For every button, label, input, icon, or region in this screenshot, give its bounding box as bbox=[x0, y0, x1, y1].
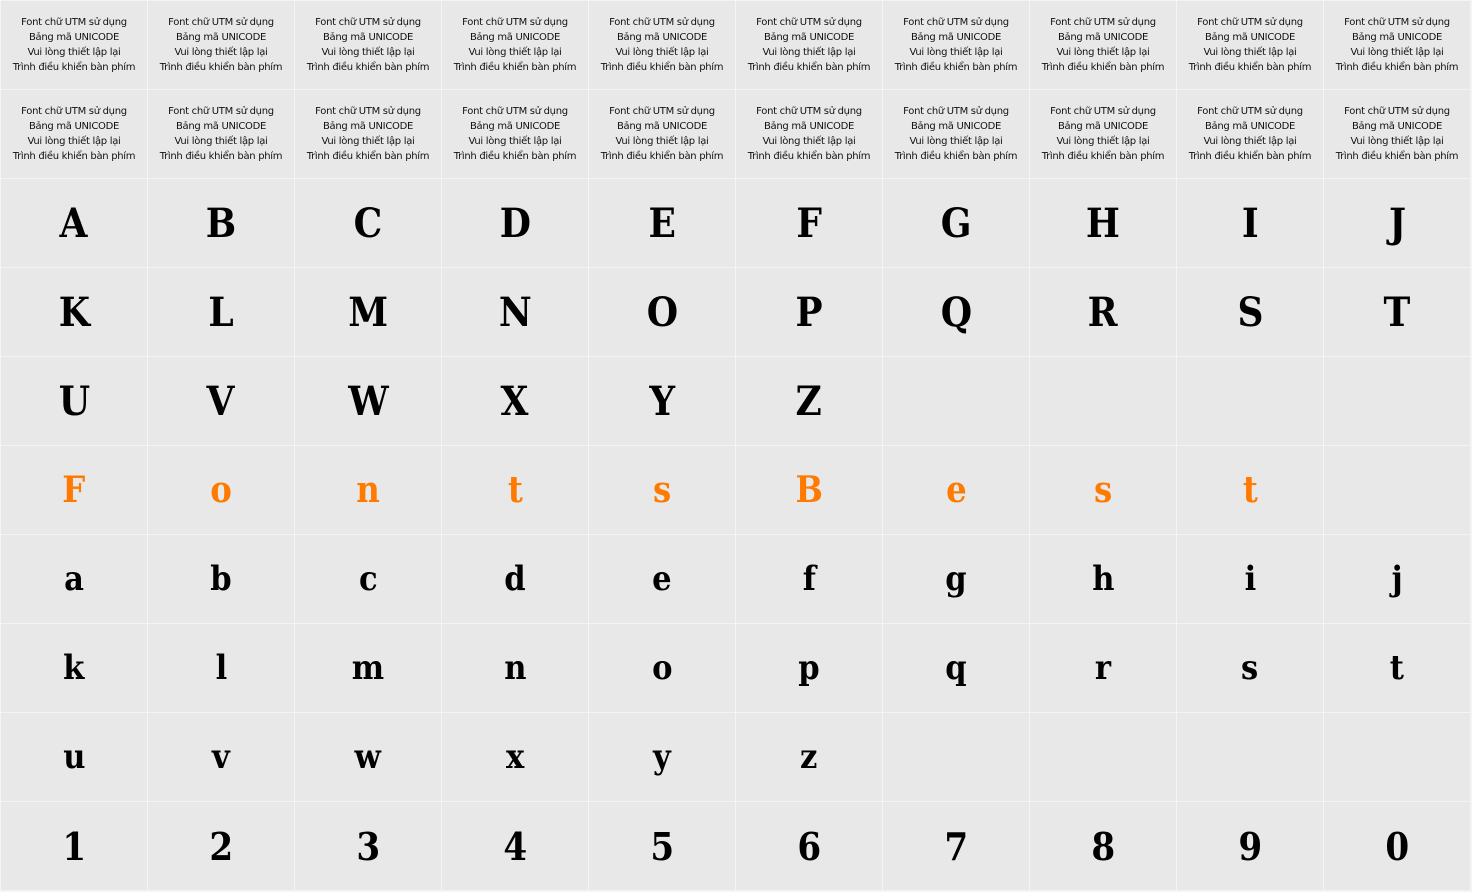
font-notice-line: Bảng mã UNICODE bbox=[1057, 32, 1149, 43]
glyph-lower: o bbox=[651, 648, 673, 688]
font-notice-line: Font chữ UTM sử dụng bbox=[609, 17, 715, 28]
font-notice-line: Trình điều khiển bàn phím bbox=[306, 151, 430, 162]
glyph-cell bbox=[1324, 268, 1471, 357]
glyph-cell bbox=[1177, 179, 1324, 268]
glyph-upper: U bbox=[58, 377, 90, 425]
glyph-cell bbox=[295, 713, 442, 802]
glyph-cell bbox=[148, 268, 295, 357]
glyph-accent: t bbox=[1242, 469, 1258, 511]
glyph-cell bbox=[736, 446, 883, 535]
glyph-cell bbox=[1030, 713, 1177, 802]
glyph-cell bbox=[1, 357, 148, 446]
font-notice-line: Trình điều khiển bàn phím bbox=[1335, 151, 1459, 162]
glyph-accent: o bbox=[210, 469, 232, 511]
font-notice-line: Trình điều khiển bàn phím bbox=[12, 62, 136, 73]
font-notice-line: Font chữ UTM sử dụng bbox=[756, 106, 862, 117]
font-notice-line: Font chữ UTM sử dụng bbox=[1197, 17, 1303, 28]
font-notice-line: Bảng mã UNICODE bbox=[1204, 121, 1296, 132]
glyph-cell bbox=[589, 179, 736, 268]
glyph-cell bbox=[295, 535, 442, 624]
font-notice-line: Font chữ UTM sử dụng bbox=[21, 106, 127, 117]
font-notice-line: Vui lòng thiết lập lại bbox=[174, 136, 268, 147]
glyph-cell bbox=[883, 535, 1030, 624]
glyph-cell bbox=[1, 268, 148, 357]
font-notice-line: Bảng mã UNICODE bbox=[175, 32, 267, 43]
glyph-upper: W bbox=[347, 377, 389, 425]
glyph-cell bbox=[883, 446, 1030, 535]
glyph-cell bbox=[442, 357, 589, 446]
glyph-cell bbox=[148, 624, 295, 713]
font-notice-line: Bảng mã UNICODE bbox=[175, 121, 267, 132]
font-notice-cell bbox=[442, 1, 589, 90]
font-notice-line: Vui lòng thiết lập lại bbox=[1056, 136, 1150, 147]
glyph-cell bbox=[442, 802, 589, 891]
font-notice-line: Font chữ UTM sử dụng bbox=[168, 17, 274, 28]
glyph-upper: X bbox=[501, 377, 529, 425]
glyph-cell bbox=[883, 357, 1030, 446]
glyph-cell bbox=[1324, 535, 1471, 624]
font-notice-cell bbox=[148, 90, 295, 179]
font-notice-cell bbox=[589, 1, 736, 90]
font-notice-line: Trình điều khiển bàn phím bbox=[453, 151, 577, 162]
glyph-upper: D bbox=[499, 199, 531, 247]
glyph-lower: l bbox=[215, 648, 227, 688]
glyph-cell bbox=[1177, 446, 1324, 535]
glyph-cell bbox=[148, 179, 295, 268]
glyph-lower: a bbox=[64, 559, 84, 599]
font-notice-line: Bảng mã UNICODE bbox=[1057, 121, 1149, 132]
glyph-cell bbox=[1030, 624, 1177, 713]
glyph-cell bbox=[883, 802, 1030, 891]
glyph-cell bbox=[1324, 357, 1471, 446]
font-notice-line: Vui lòng thiết lập lại bbox=[27, 136, 121, 147]
glyph-cell bbox=[1030, 179, 1177, 268]
glyph-lower: i bbox=[1244, 559, 1256, 599]
glyph-lower: s bbox=[1241, 648, 1259, 688]
glyph-cell bbox=[148, 535, 295, 624]
font-notice-line: Font chữ UTM sử dụng bbox=[21, 17, 127, 28]
font-notice-line: Font chữ UTM sử dụng bbox=[1344, 106, 1450, 117]
glyph-accent: n bbox=[356, 469, 380, 511]
glyph-upper: J bbox=[1388, 199, 1406, 247]
font-notice-line: Vui lòng thiết lập lại bbox=[762, 136, 856, 147]
font-notice-line: Trình điều khiển bàn phím bbox=[159, 151, 283, 162]
font-notice-line: Bảng mã UNICODE bbox=[322, 121, 414, 132]
glyph-upper: Z bbox=[795, 377, 823, 425]
font-notice-cell bbox=[736, 1, 883, 90]
glyph-cell bbox=[883, 179, 1030, 268]
glyph-digit: 4 bbox=[503, 823, 527, 869]
font-notice-line: Font chữ UTM sử dụng bbox=[315, 106, 421, 117]
font-notice-line: Bảng mã UNICODE bbox=[1204, 32, 1296, 43]
font-notice-line: Trình điều khiển bàn phím bbox=[894, 62, 1018, 73]
font-notice-cell bbox=[1, 90, 148, 179]
glyph-cell bbox=[1324, 179, 1471, 268]
font-notice-cell bbox=[148, 1, 295, 90]
glyph-cell bbox=[1177, 713, 1324, 802]
font-notice-line: Trình điều khiển bàn phím bbox=[600, 151, 724, 162]
glyph-lower: j bbox=[1391, 559, 1403, 599]
glyph-accent: s bbox=[652, 469, 672, 511]
font-notice-line: Font chữ UTM sử dụng bbox=[609, 106, 715, 117]
glyph-upper: N bbox=[498, 288, 532, 336]
font-notice-line: Trình điều khiển bàn phím bbox=[1335, 62, 1459, 73]
glyph-cell bbox=[295, 802, 442, 891]
glyph-lower: z bbox=[800, 737, 818, 777]
glyph-digit: 1 bbox=[62, 823, 86, 869]
glyph-lower: g bbox=[945, 559, 967, 599]
font-notice-cell bbox=[736, 90, 883, 179]
glyph-upper: E bbox=[648, 199, 676, 247]
glyph-cell bbox=[589, 713, 736, 802]
font-notice-line: Font chữ UTM sử dụng bbox=[168, 106, 274, 117]
glyph-cell bbox=[1324, 713, 1471, 802]
glyph-lower: h bbox=[1091, 559, 1115, 599]
glyph-cell bbox=[442, 179, 589, 268]
font-notice-line: Font chữ UTM sử dụng bbox=[756, 17, 862, 28]
font-notice-line: Font chữ UTM sử dụng bbox=[903, 17, 1009, 28]
glyph-digit: 6 bbox=[797, 823, 821, 869]
font-notice-cell bbox=[1030, 90, 1177, 179]
glyph-cell bbox=[442, 268, 589, 357]
glyph-cell bbox=[1, 535, 148, 624]
font-notice-line: Trình điều khiển bàn phím bbox=[12, 151, 136, 162]
glyph-lower: e bbox=[652, 559, 672, 599]
glyph-digit: 3 bbox=[356, 823, 380, 869]
glyph-cell bbox=[295, 446, 442, 535]
glyph-cell bbox=[1030, 268, 1177, 357]
font-notice-line: Trình điều khiển bàn phím bbox=[747, 151, 871, 162]
glyph-upper: K bbox=[58, 288, 90, 336]
glyph-cell bbox=[1324, 446, 1471, 535]
glyph-lower: m bbox=[351, 648, 385, 688]
font-notice-line: Bảng mã UNICODE bbox=[616, 121, 708, 132]
glyph-cell bbox=[736, 179, 883, 268]
glyph-cell bbox=[883, 713, 1030, 802]
font-notice-line: Bảng mã UNICODE bbox=[322, 32, 414, 43]
font-notice-cell bbox=[1177, 90, 1324, 179]
font-notice-cell bbox=[1030, 1, 1177, 90]
glyph-cell bbox=[736, 802, 883, 891]
glyph-digit: 2 bbox=[209, 823, 233, 869]
font-notice-line: Bảng mã UNICODE bbox=[28, 32, 120, 43]
font-notice-line: Trình điều khiển bàn phím bbox=[1041, 62, 1165, 73]
glyph-cell bbox=[1, 624, 148, 713]
glyph-cell bbox=[589, 802, 736, 891]
glyph-upper: L bbox=[208, 288, 234, 336]
glyph-lower: w bbox=[354, 737, 382, 777]
font-notice-line: Font chữ UTM sử dụng bbox=[462, 17, 568, 28]
font-notice-line: Font chữ UTM sử dụng bbox=[1197, 106, 1303, 117]
glyph-upper: S bbox=[1236, 288, 1263, 336]
glyph-cell bbox=[148, 357, 295, 446]
glyph-cell bbox=[148, 713, 295, 802]
glyph-cell bbox=[1, 179, 148, 268]
font-notice-line: Font chữ UTM sử dụng bbox=[315, 17, 421, 28]
font-notice-cell bbox=[589, 90, 736, 179]
font-notice-line: Bảng mã UNICODE bbox=[910, 32, 1002, 43]
glyph-cell bbox=[589, 268, 736, 357]
glyph-cell bbox=[442, 624, 589, 713]
glyph-cell bbox=[442, 713, 589, 802]
glyph-upper: C bbox=[353, 199, 383, 247]
glyph-accent: F bbox=[62, 469, 86, 511]
glyph-cell bbox=[883, 268, 1030, 357]
glyph-upper: I bbox=[1241, 199, 1259, 247]
glyph-cell bbox=[442, 535, 589, 624]
glyph-lower: f bbox=[802, 559, 816, 599]
font-notice-cell bbox=[1324, 90, 1471, 179]
glyph-upper: H bbox=[1085, 199, 1121, 247]
glyph-lower: u bbox=[62, 737, 86, 777]
glyph-cell bbox=[1, 802, 148, 891]
glyph-cell bbox=[1324, 624, 1471, 713]
font-notice-cell bbox=[1177, 1, 1324, 90]
glyph-upper: T bbox=[1383, 288, 1411, 336]
glyph-cell bbox=[442, 446, 589, 535]
glyph-lower: p bbox=[798, 648, 820, 688]
glyph-cell bbox=[736, 624, 883, 713]
glyph-cell bbox=[589, 624, 736, 713]
font-notice-line: Vui lòng thiết lập lại bbox=[909, 136, 1003, 147]
font-notice-line: Bảng mã UNICODE bbox=[616, 32, 708, 43]
font-notice-line: Vui lòng thiết lập lại bbox=[762, 47, 856, 58]
glyph-lower: x bbox=[505, 737, 525, 777]
glyph-accent: s bbox=[1093, 469, 1113, 511]
font-notice-line: Vui lòng thiết lập lại bbox=[468, 136, 562, 147]
glyph-cell bbox=[1, 446, 148, 535]
font-notice-line: Bảng mã UNICODE bbox=[469, 121, 561, 132]
glyph-upper: G bbox=[940, 199, 972, 247]
glyph-upper: P bbox=[795, 288, 823, 336]
glyph-accent: t bbox=[507, 469, 523, 511]
glyph-cell bbox=[1030, 535, 1177, 624]
font-notice-line: Bảng mã UNICODE bbox=[763, 32, 855, 43]
glyph-cell bbox=[736, 357, 883, 446]
glyph-digit: 7 bbox=[944, 823, 968, 869]
glyph-lower: d bbox=[504, 559, 526, 599]
font-notice-line: Bảng mã UNICODE bbox=[910, 121, 1002, 132]
glyph-cell bbox=[1177, 624, 1324, 713]
glyph-lower: c bbox=[358, 559, 378, 599]
glyph-cell bbox=[1030, 357, 1177, 446]
glyph-lower: r bbox=[1094, 648, 1112, 688]
font-notice-line: Font chữ UTM sử dụng bbox=[903, 106, 1009, 117]
font-notice-cell bbox=[295, 1, 442, 90]
font-notice-line: Vui lòng thiết lập lại bbox=[1203, 136, 1297, 147]
glyph-cell bbox=[1324, 802, 1471, 891]
font-notice-line: Vui lòng thiết lập lại bbox=[468, 47, 562, 58]
font-notice-line: Bảng mã UNICODE bbox=[28, 121, 120, 132]
glyph-cell bbox=[295, 624, 442, 713]
glyph-cell bbox=[1177, 268, 1324, 357]
font-notice-line: Vui lòng thiết lập lại bbox=[27, 47, 121, 58]
font-notice-line: Trình điều khiển bàn phím bbox=[1188, 62, 1312, 73]
glyph-digit: 5 bbox=[650, 823, 674, 869]
glyph-lower: b bbox=[210, 559, 232, 599]
font-notice-line: Vui lòng thiết lập lại bbox=[1203, 47, 1297, 58]
font-notice-line: Bảng mã UNICODE bbox=[1351, 121, 1443, 132]
font-notice-line: Trình điều khiển bàn phím bbox=[159, 62, 283, 73]
font-notice-line: Trình điều khiển bàn phím bbox=[747, 62, 871, 73]
glyph-cell bbox=[295, 179, 442, 268]
font-notice-line: Vui lòng thiết lập lại bbox=[321, 47, 415, 58]
font-notice-line: Trình điều khiển bàn phím bbox=[306, 62, 430, 73]
glyph-cell bbox=[1177, 802, 1324, 891]
font-notice-line: Trình điều khiển bàn phím bbox=[1188, 151, 1312, 162]
glyph-upper: O bbox=[646, 288, 678, 336]
font-notice-line: Vui lòng thiết lập lại bbox=[1350, 47, 1444, 58]
font-notice-line: Vui lòng thiết lập lại bbox=[1056, 47, 1150, 58]
font-notice-line: Bảng mã UNICODE bbox=[469, 32, 561, 43]
glyph-cell bbox=[589, 357, 736, 446]
glyph-cell bbox=[295, 268, 442, 357]
glyph-upper: A bbox=[60, 199, 88, 247]
font-notice-cell bbox=[883, 90, 1030, 179]
glyph-cell bbox=[883, 624, 1030, 713]
glyph-cell bbox=[589, 446, 736, 535]
glyph-cell bbox=[148, 446, 295, 535]
glyph-lower: q bbox=[945, 648, 967, 688]
font-notice-cell bbox=[883, 1, 1030, 90]
glyph-upper: Y bbox=[649, 377, 675, 425]
glyph-upper: V bbox=[207, 377, 235, 425]
font-notice-line: Bảng mã UNICODE bbox=[763, 121, 855, 132]
font-notice-line: Vui lòng thiết lập lại bbox=[615, 136, 709, 147]
font-notice-line: Vui lòng thiết lập lại bbox=[174, 47, 268, 58]
glyph-digit: 0 bbox=[1385, 823, 1409, 869]
font-notice-line: Trình điều khiển bàn phím bbox=[453, 62, 577, 73]
font-notice-cell bbox=[1, 1, 148, 90]
glyph-accent: B bbox=[795, 469, 823, 511]
font-notice-cell bbox=[295, 90, 442, 179]
glyph-cell bbox=[736, 713, 883, 802]
glyph-cell bbox=[148, 802, 295, 891]
glyph-lower: n bbox=[503, 648, 527, 688]
glyph-lower: t bbox=[1389, 648, 1405, 688]
glyph-upper: B bbox=[205, 199, 237, 247]
glyph-cell bbox=[736, 268, 883, 357]
glyph-upper: R bbox=[1088, 288, 1118, 336]
font-notice-line: Font chữ UTM sử dụng bbox=[1050, 106, 1156, 117]
glyph-cell bbox=[1030, 446, 1177, 535]
font-notice-line: Bảng mã UNICODE bbox=[1351, 32, 1443, 43]
glyph-upper: M bbox=[348, 288, 388, 336]
glyph-lower: v bbox=[212, 737, 230, 777]
glyph-cell bbox=[1177, 535, 1324, 624]
glyph-upper: Q bbox=[940, 288, 972, 336]
glyph-cell bbox=[736, 535, 883, 624]
font-notice-line: Vui lòng thiết lập lại bbox=[615, 47, 709, 58]
font-notice-line: Vui lòng thiết lập lại bbox=[1350, 136, 1444, 147]
font-notice-line: Font chữ UTM sử dụng bbox=[462, 106, 568, 117]
glyph-cell bbox=[1, 713, 148, 802]
glyph-cell bbox=[1177, 357, 1324, 446]
font-notice-line: Font chữ UTM sử dụng bbox=[1344, 17, 1450, 28]
font-notice-line: Trình điều khiển bàn phím bbox=[600, 62, 724, 73]
glyph-cell bbox=[295, 357, 442, 446]
font-notice-line: Trình điều khiển bàn phím bbox=[894, 151, 1018, 162]
glyph-lower: k bbox=[63, 648, 85, 688]
font-notice-line: Trình điều khiển bàn phím bbox=[1041, 151, 1165, 162]
font-notice-line: Font chữ UTM sử dụng bbox=[1050, 17, 1156, 28]
font-notice-cell bbox=[1324, 1, 1471, 90]
glyph-cell bbox=[589, 535, 736, 624]
font-notice-line: Vui lòng thiết lập lại bbox=[321, 136, 415, 147]
glyph-cell bbox=[1030, 802, 1177, 891]
font-notice-cell bbox=[442, 90, 589, 179]
glyph-lower: y bbox=[653, 737, 671, 777]
glyph-digit: 9 bbox=[1238, 823, 1262, 869]
glyph-accent: e bbox=[945, 469, 967, 511]
font-notice-line: Vui lòng thiết lập lại bbox=[909, 47, 1003, 58]
glyph-upper: F bbox=[796, 199, 822, 247]
glyph-digit: 8 bbox=[1091, 823, 1115, 869]
